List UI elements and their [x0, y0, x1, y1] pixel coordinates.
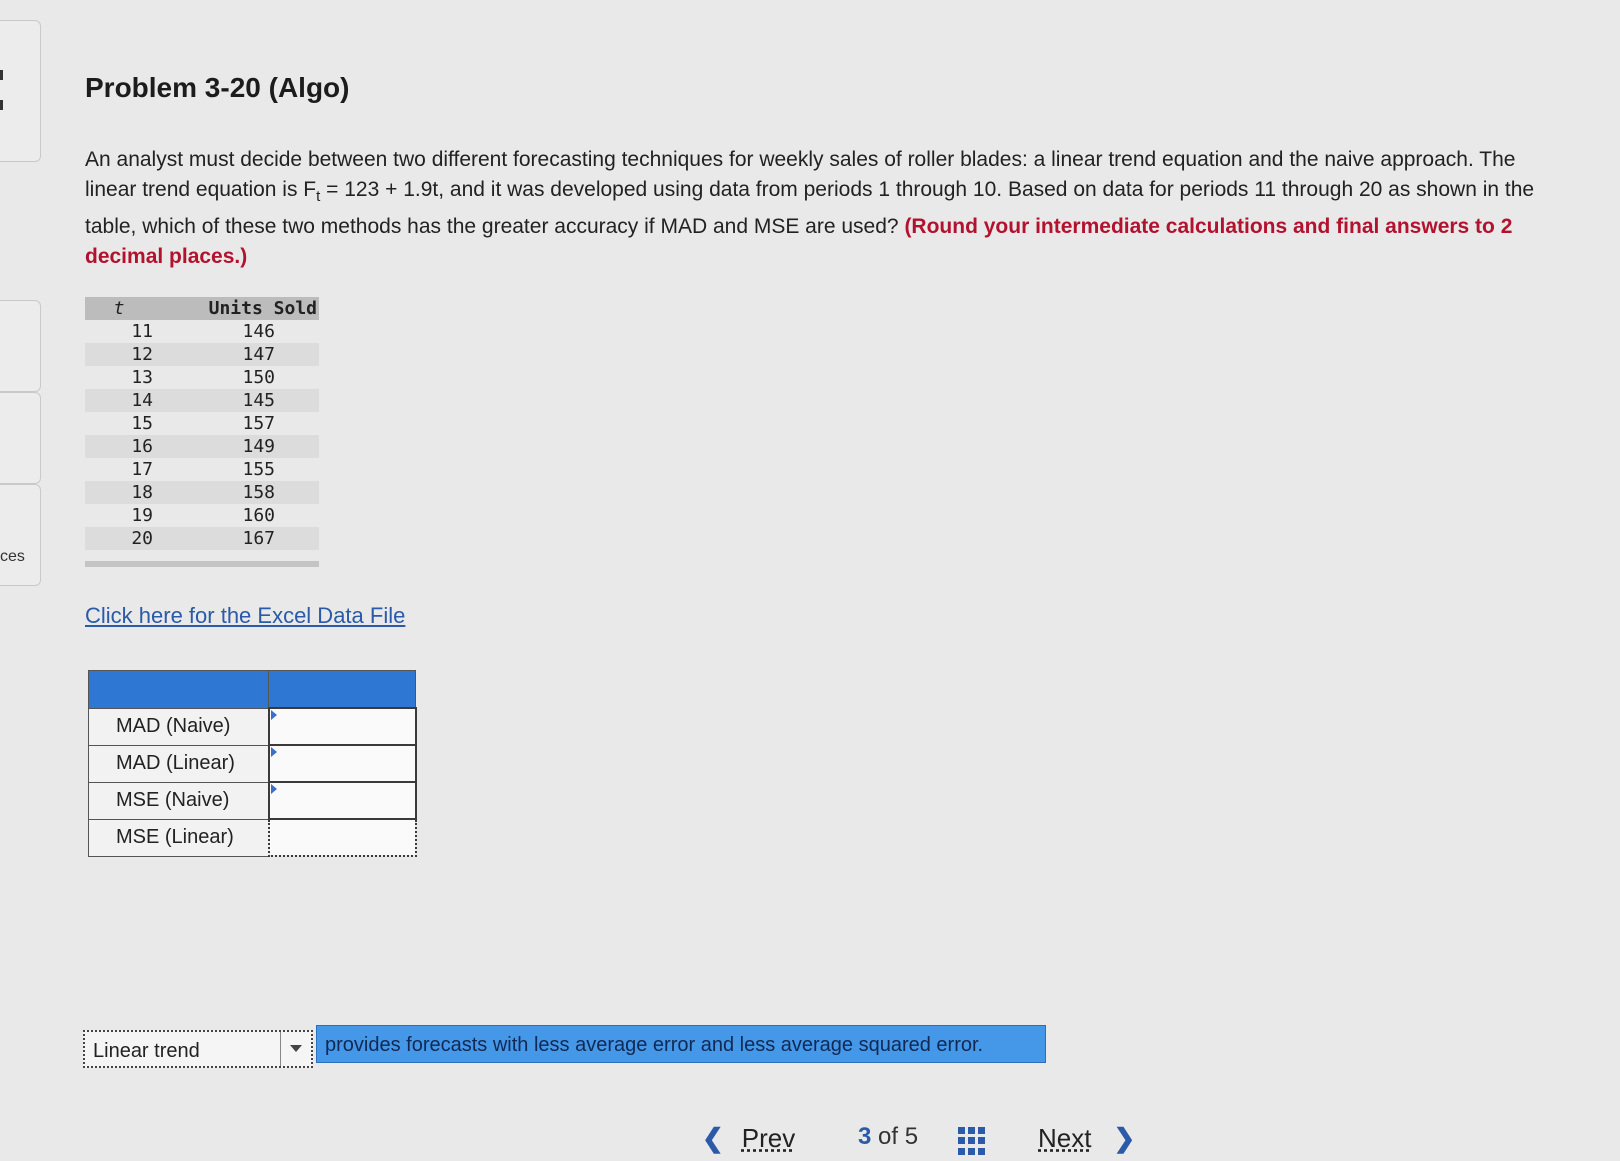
answer-label: MSE (Naive): [89, 782, 269, 819]
table-header-row: [85, 297, 319, 320]
table-row: [85, 343, 319, 366]
cell-t: 18: [85, 481, 159, 504]
cell-units: 150: [242, 367, 275, 388]
table-row: [85, 412, 319, 435]
next-label: Next: [1038, 1123, 1092, 1153]
cell-units: 158: [159, 481, 319, 504]
problem-title: Problem 3-20 (Algo): [85, 72, 350, 103]
cell-t: 13: [131, 367, 153, 388]
cell-t: 12: [85, 343, 159, 366]
rail-label: ces: [0, 548, 25, 565]
page-indicator: [858, 1123, 918, 1159]
mad-linear-input[interactable]: [270, 746, 415, 781]
mse-linear-input[interactable]: [270, 820, 415, 855]
answer-header-value: [269, 671, 416, 709]
dropdown-selected-value: Linear trend: [93, 1040, 200, 1062]
table-row: [85, 481, 319, 504]
mse-naive-cell: [269, 782, 416, 819]
rail-tab-resources[interactable]: [0, 484, 41, 586]
current-page: 3: [858, 1123, 872, 1150]
chevron-down-icon[interactable]: [280, 1032, 311, 1066]
cell-units: 146: [242, 321, 275, 342]
answer-row: [89, 782, 416, 819]
mse-naive-input[interactable]: [270, 783, 415, 818]
table-row: [85, 389, 319, 412]
table-scrollbar[interactable]: [85, 561, 319, 567]
table-row: [85, 504, 319, 527]
mse-linear-cell: [269, 819, 416, 856]
rail-mark: [0, 100, 3, 110]
answer-row: [89, 708, 416, 745]
input-marker-icon: [271, 747, 277, 757]
answer-row: [89, 745, 416, 782]
cell-units: 157: [242, 413, 275, 434]
prev-label: Prev: [741, 1123, 796, 1153]
cell-t: 16: [85, 435, 159, 458]
chevron-right-icon: ❯: [1113, 1123, 1136, 1153]
cell-t: 17: [131, 459, 153, 480]
answer-label: MAD (Linear): [89, 745, 269, 782]
cell-units: 149: [159, 435, 319, 458]
answer-label: MSE (Linear): [89, 819, 269, 856]
question-text-2: = 123 + 1.9t, and it was developed using data from periods 1 through 10. Based on data for periods 11 through 20 as shown in the table, which of these two methods has the greater accuracy if MAD and MSE are used?: [85, 178, 1535, 239]
table-row: [85, 527, 319, 550]
excel-data-link[interactable]: Click here for the Excel Data File: [85, 603, 406, 628]
answer-row: [89, 819, 416, 856]
rail-tab-middle-2[interactable]: [0, 392, 41, 484]
conclusion-text: provides forecasts with less average error and less average squared error.: [325, 1034, 984, 1056]
cell-units: 147: [159, 343, 319, 366]
chevron-left-icon: ❮: [702, 1123, 724, 1153]
rail-tab-top[interactable]: [0, 20, 41, 162]
left-rail: [0, 0, 42, 1161]
cell-units: 145: [159, 389, 319, 412]
problem-statement: [85, 145, 1545, 272]
cell-t: 11: [131, 321, 153, 342]
method-dropdown[interactable]: [83, 1030, 313, 1068]
rounding-instruction: (Round your intermediate calculations and final answers to 2 decimal places.): [85, 215, 1513, 269]
rail-tab-middle[interactable]: [0, 300, 41, 392]
cell-units: 160: [242, 505, 275, 526]
mad-naive-input[interactable]: [270, 709, 415, 744]
table-row: [85, 458, 319, 481]
cell-t: 19: [131, 505, 153, 526]
total-pages: 5: [904, 1123, 919, 1150]
table-row: [85, 366, 319, 389]
question-grid-icon[interactable]: [958, 1127, 986, 1155]
answer-label: MAD (Naive): [89, 708, 269, 745]
rail-mark: [0, 70, 3, 80]
table-row: [85, 435, 319, 458]
column-header-t: t: [85, 297, 159, 320]
cell-t: 20: [85, 527, 159, 550]
mad-linear-cell: [269, 745, 416, 782]
table-row: [85, 320, 319, 343]
cell-t: 14: [85, 389, 159, 412]
input-marker-icon: [271, 784, 277, 794]
conclusion-sentence: [316, 1025, 1046, 1063]
next-button[interactable]: [1038, 1123, 1148, 1159]
answer-header-label: [89, 671, 269, 709]
cell-units: 167: [159, 527, 319, 550]
question-subscript: t: [316, 188, 321, 206]
mad-naive-cell: [269, 708, 416, 745]
column-header-units: Units Sold: [159, 297, 319, 320]
answer-header-row: [89, 671, 416, 709]
input-marker-icon: [271, 710, 277, 720]
cell-t: 15: [131, 413, 153, 434]
page-of-label: of: [878, 1123, 899, 1150]
answer-grid: [88, 670, 417, 857]
cell-units: 155: [242, 459, 275, 480]
question-text-1: An analyst must decide between two different forecasting techniques for weekly sales of roller blades: a linear trend equation and the naive approach. The linear trend equation is F: [85, 148, 1516, 201]
units-sold-table: [85, 297, 319, 550]
prev-button[interactable]: [702, 1123, 802, 1159]
